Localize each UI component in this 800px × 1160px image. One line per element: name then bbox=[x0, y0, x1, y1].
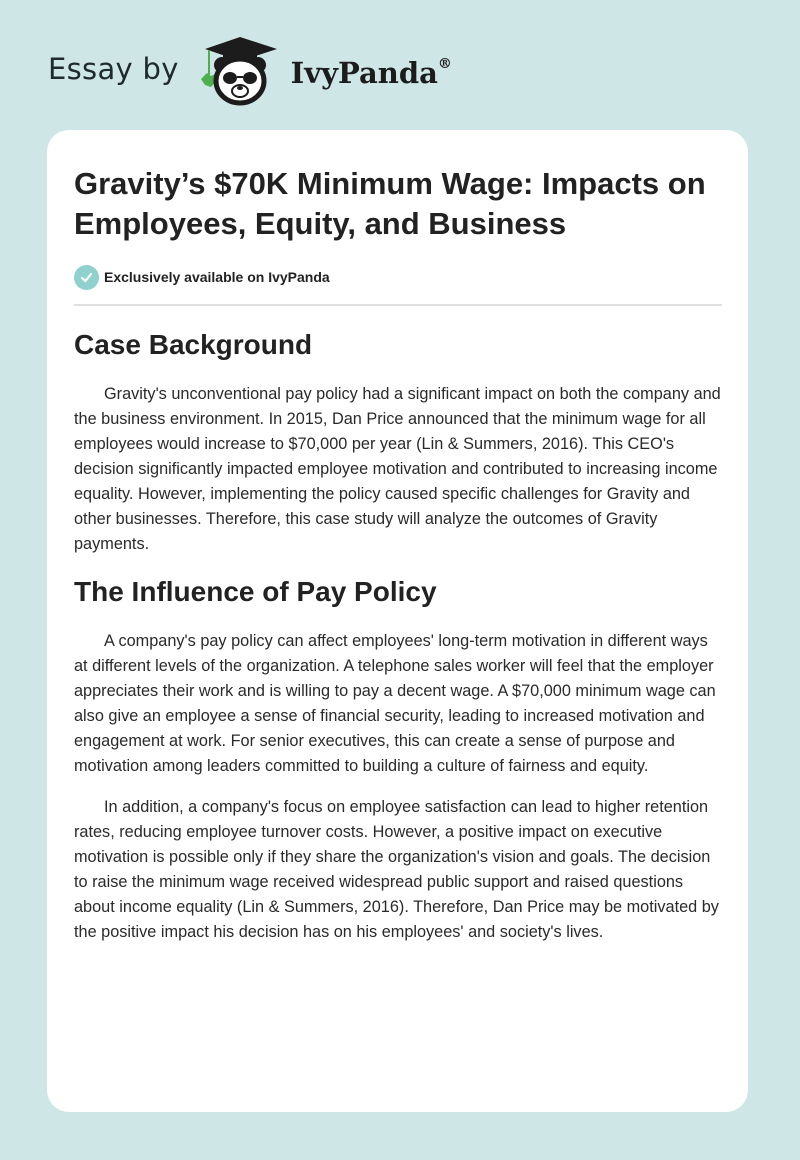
paragraph: Gravity's unconventional pay policy had a significant impact on both the company and the business environment. In 2015, Dan Price announced that the minimum wage for all employees would increase to $70,000 per year (Lin & Summers, 2016). This CEO's decision significantly impacted employee motivation and contributed to increasing income equality. However, implementing the policy caused specific challenges for Gravity and other businesses. Therefore, this case study will analyze the outcomes of Gravity payments. bbox=[74, 385, 721, 553]
check-circle-icon bbox=[74, 265, 99, 290]
page-title: Gravity’s $70K Minimum Wage: Impacts on Employees, Equity, and Business bbox=[74, 166, 706, 241]
section-case-background bbox=[74, 328, 722, 557]
brand-logo-text[interactable] bbox=[291, 56, 452, 90]
essay-card bbox=[47, 130, 748, 1112]
brand-name: IvyPanda bbox=[290, 56, 438, 90]
badge-text: Exclusively available on IvyPanda bbox=[104, 269, 330, 285]
section-influence-of-pay-policy bbox=[74, 575, 722, 945]
paragraph: A company's pay policy can affect employees' long-term motivation in different ways at different levels of the organization. A telephone sales worker will feel that the employer appreciates their work and is willing to pay a decent wage. A $70,000 minimum wage can also give an employee a sense of financial security, leading to increased motivation and engagement at work. For senior executives, this can create a sense of purpose and motivation among leaders committed to building a culture of fairness and equity. bbox=[74, 632, 716, 775]
exclusive-badge bbox=[74, 264, 722, 290]
panda-graduation-cap-icon[interactable] bbox=[197, 35, 283, 107]
essay-by-label: Essay by bbox=[48, 52, 179, 86]
divider bbox=[74, 304, 722, 306]
site-header bbox=[48, 36, 452, 106]
section-heading: Case Background bbox=[74, 329, 313, 360]
registered-mark: ® bbox=[437, 56, 452, 73]
section-heading: The Influence of Pay Policy bbox=[74, 576, 437, 607]
paragraph: In addition, a company's focus on employee satisfaction can lead to higher retention rates, reducing employee turnover costs. However, a positive impact on executive motivation is possible only if they share the organization's vision and goals. The decision to raise the minimum wage received widespread public support and raised questions about income equality (Lin & Summers, 2016). Therefore, Dan Price may be motivated by the positive impact his decision has on his employees' and society's lives. bbox=[74, 798, 719, 941]
